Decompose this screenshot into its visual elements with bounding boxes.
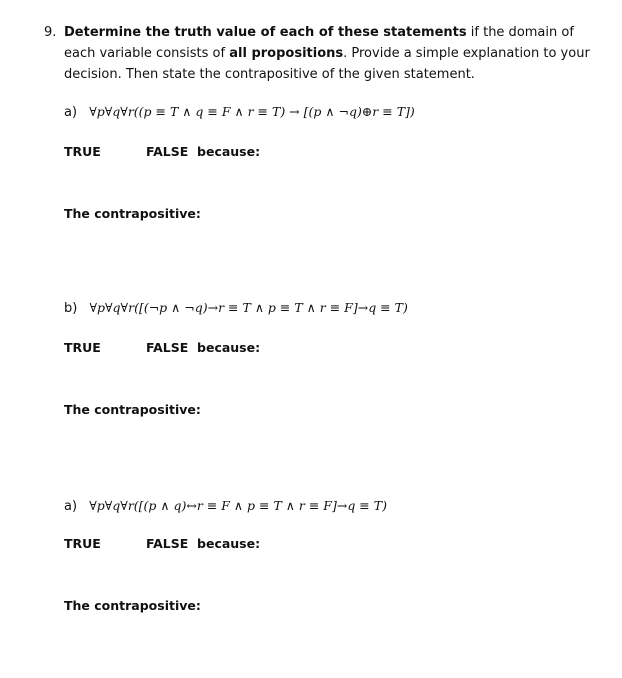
true-option: TRUE [64,340,101,355]
part-label: a) [64,105,78,120]
question-number: 9. [44,25,57,40]
because-label: because: [197,144,261,159]
part-label: a) [64,499,78,514]
formula-expression: ∀p∀q∀r((p ≡ T ∧ q ≡ F ∧ r ≡ T) → [(p ∧ ¬q)⊕r ≡ T]) [89,104,415,119]
formula-expression: ∀p∀q∀r([(p ∧ q)↔r ≡ F ∧ p ≡ T ∧ r ≡ F]→q ≡ T) [89,498,387,513]
formula-expression: ∀p∀q∀r([(¬p ∧ ¬q)→r ≡ T ∧ p ≡ T ∧ r ≡ F]→q ≡ T) [89,300,408,315]
question-bold-mid: all propositions [229,46,344,61]
question-bold-lead: Determine the truth value of each of these statements [64,25,467,40]
part-c-contrapositive-label: The contrapositive: [64,598,201,613]
true-option: TRUE [64,144,101,159]
question-header [44,22,604,85]
part-a-contrapositive-label: The contrapositive: [64,206,201,221]
true-option: TRUE [64,536,101,551]
question-text-tail: . Provide a simple explanation to your decision. Then state the contrapositive of the given statement. [64,46,590,82]
part-label: b) [64,301,78,316]
part-b-answer-row [64,340,261,355]
question-text-mid: if the domain of each variable consists of [64,25,574,61]
part-a-answer-row [64,144,261,159]
question-text [64,22,604,85]
part-b-contrapositive-label: The contrapositive: [64,402,201,417]
part-a-formula [64,104,604,120]
false-option: FALSE because: [146,340,261,355]
because-label: because: [197,340,261,355]
part-b-formula [64,300,604,316]
because-label: because: [197,536,261,551]
false-option: FALSE because: [146,144,261,159]
false-option: FALSE because: [146,536,261,551]
part-c-formula [64,498,604,514]
part-c-answer-row [64,536,261,551]
